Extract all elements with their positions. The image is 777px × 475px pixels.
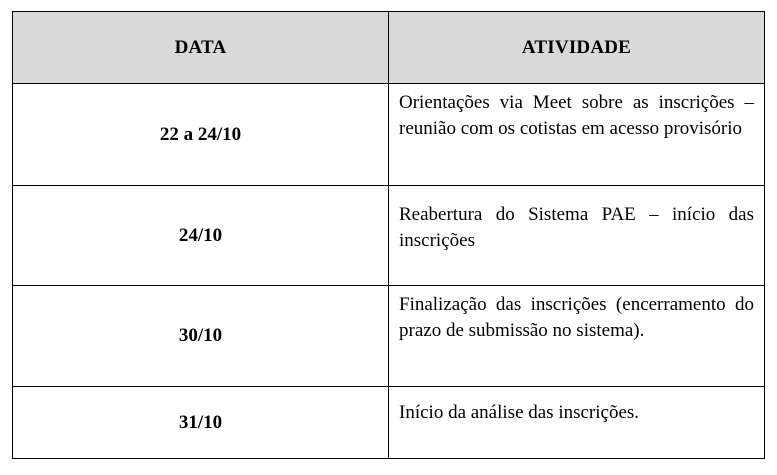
table-row xyxy=(13,286,765,387)
activity-cell: Início da análise das inscrições. xyxy=(389,387,765,459)
header-activity: ATIVIDADE xyxy=(389,12,765,84)
activity-cell: Orientações via Meet sobre as inscrições – reunião com os cotistas em acesso provisório xyxy=(389,84,765,186)
activity-cell: Reabertura do Sistema PAE – início das inscrições xyxy=(389,186,765,286)
activity-cell: Finalização das inscrições (encerramento do prazo de submissão no sistema). xyxy=(389,286,765,387)
date-cell: 22 a 24/10 xyxy=(13,84,389,186)
table-row xyxy=(13,387,765,459)
date-cell: 31/10 xyxy=(13,387,389,459)
table-row xyxy=(13,84,765,186)
table-row xyxy=(13,186,765,286)
date-cell: 30/10 xyxy=(13,286,389,387)
schedule-table xyxy=(12,11,765,459)
table-header-row xyxy=(13,12,765,84)
date-cell: 24/10 xyxy=(13,186,389,286)
header-date: DATA xyxy=(13,12,389,84)
